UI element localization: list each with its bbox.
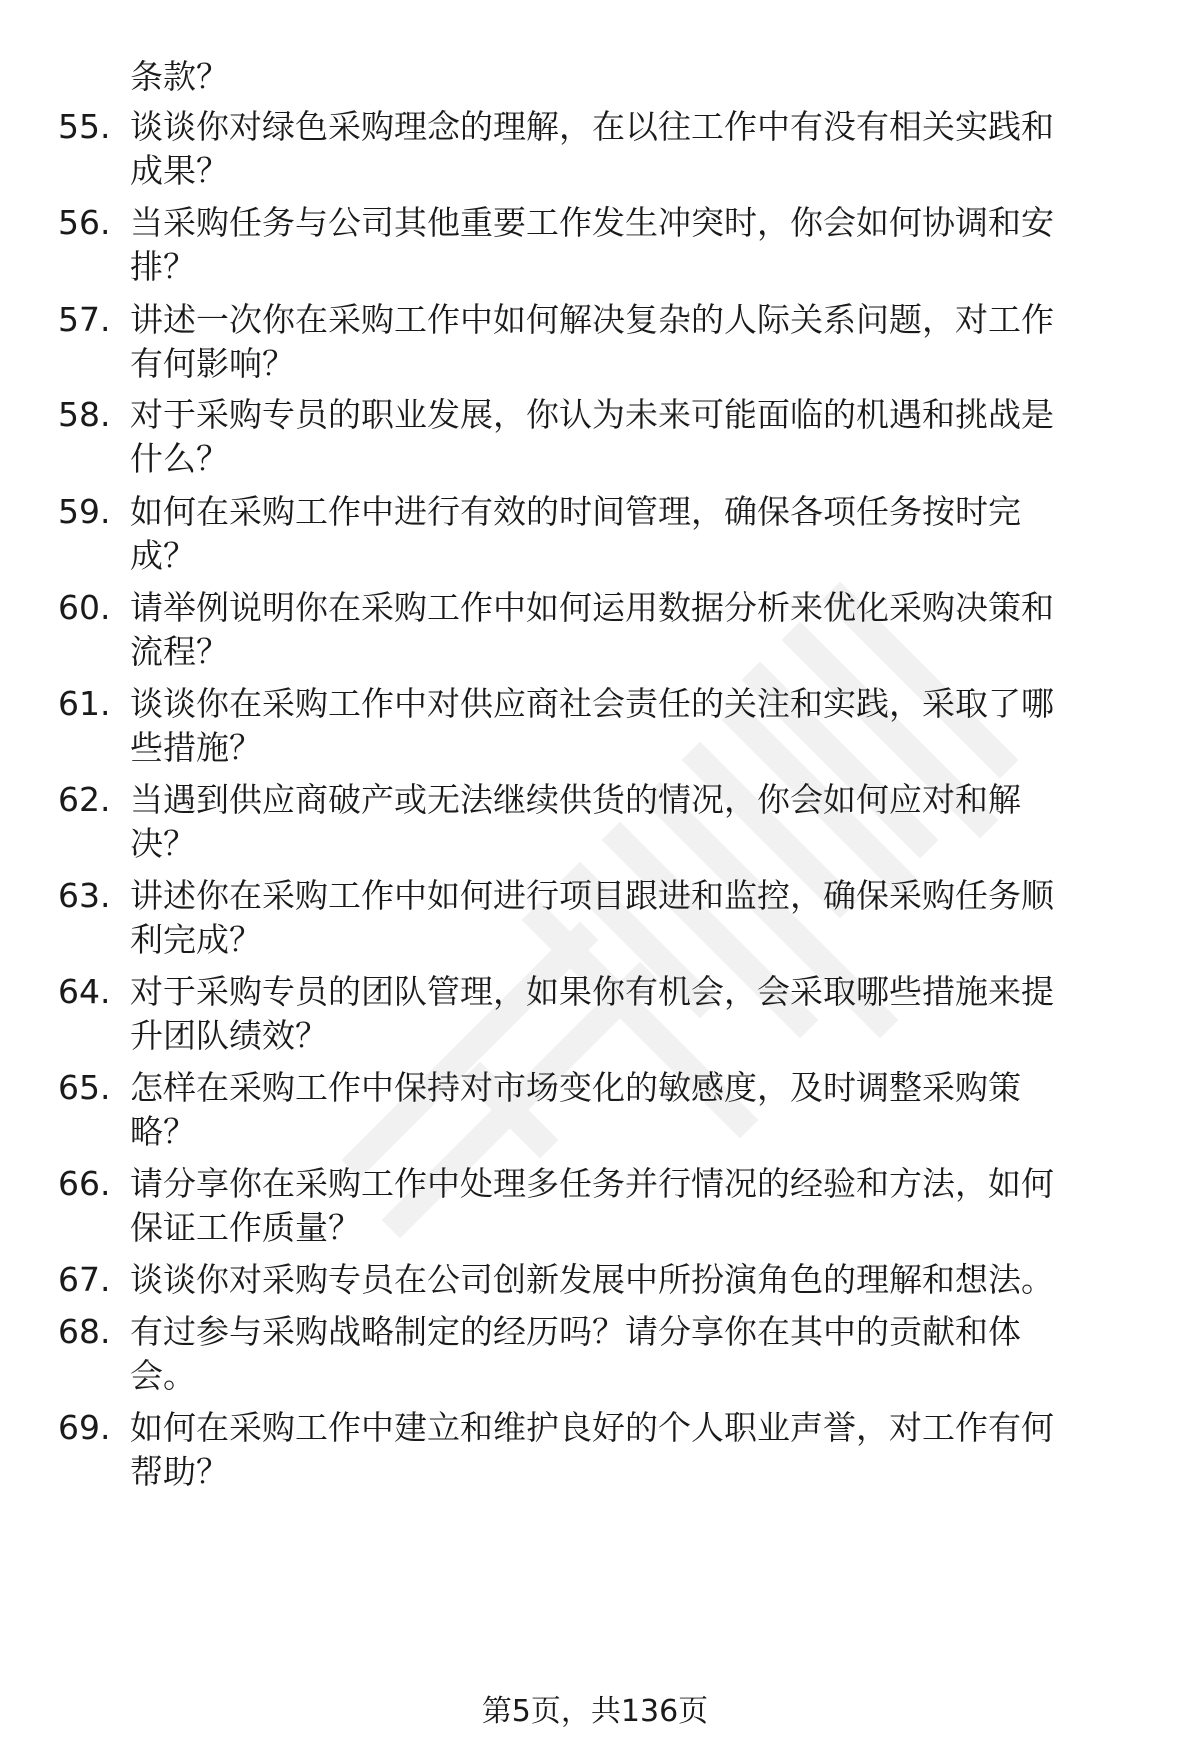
item-text-line2: 成？: [130, 536, 196, 575]
item-text-line2: 会。: [130, 1356, 196, 1395]
item-text-line2: 保证工作质量？: [130, 1208, 361, 1247]
list-item: [0, 874, 1190, 966]
item-text-line2: 决？: [130, 824, 196, 863]
item-text-line1: 讲述你在采购工作中如何进行项目跟进和监控，确保采购任务顺: [130, 876, 1054, 915]
list-item: [0, 682, 1190, 774]
item-text-line2: 什么？: [130, 439, 229, 478]
item-text-line2: 成果？: [130, 151, 229, 190]
list-item: [0, 586, 1190, 678]
item-text-line1: 请分享你在采购工作中处理多任务并行情况的经验和方法，如何: [130, 1164, 1054, 1203]
item-text-line1: 如何在采购工作中建立和维护良好的个人职业声誉，对工作有何: [130, 1408, 1054, 1447]
item-number: 62.: [58, 780, 111, 819]
list-item: [0, 778, 1190, 870]
item-text-line1: 对于采购专员的团队管理，如果你有机会，会采取哪些措施来提: [130, 972, 1054, 1011]
item-text-line1: 当采购任务与公司其他重要工作发生冲突时，你会如何协调和安: [130, 203, 1054, 242]
item-number: 57.: [58, 300, 111, 339]
item-number: 67.: [58, 1260, 111, 1299]
item-text-line2: 排？: [130, 247, 196, 286]
item-text-line1: 当遇到供应商破产或无法继续供货的情况，你会如何应对和解: [130, 780, 1021, 819]
item-number: 56.: [58, 203, 111, 242]
item-text-line1: 请举例说明你在采购工作中如何运用数据分析来优化采购决策和: [130, 588, 1054, 627]
list-item: [0, 1310, 1190, 1402]
item-text-line2: 流程？: [130, 632, 229, 671]
page-footer: 第5页，共136页: [481, 1694, 709, 1729]
item-text-line1: 有过参与采购战略制定的经历吗？请分享你在其中的贡献和体: [130, 1312, 1021, 1351]
item-text-line2: 些措施？: [130, 728, 262, 767]
item-number: 63.: [58, 876, 111, 915]
item-number: 64.: [58, 972, 111, 1011]
list-item: [0, 105, 1190, 197]
item-text-line1: 谈谈你对绿色采购理念的理解，在以往工作中有没有相关实践和: [130, 107, 1054, 146]
continued-text: 条款？: [130, 57, 229, 96]
item-text-line2: 有何影响？: [130, 344, 295, 383]
item-text-line1: 如何在采购工作中进行有效的时间管理，确保各项任务按时完: [130, 492, 1021, 531]
item-text-line2: 利完成？: [130, 920, 262, 959]
item-text-line1: 谈谈你对采购专员在公司创新发展中所扮演角色的理解和想法。: [130, 1260, 1054, 1299]
item-text-line1: 讲述一次你在采购工作中如何解决复杂的人际关系问题，对工作: [130, 300, 1054, 339]
item-number: 55.: [58, 107, 111, 146]
list-item: [0, 201, 1190, 293]
item-text-line2: 帮助？: [130, 1452, 229, 1491]
item-number: 60.: [58, 588, 111, 627]
item-number: 68.: [58, 1312, 111, 1351]
list-item: [0, 393, 1190, 485]
list-item: [0, 1066, 1190, 1158]
item-number: 66.: [58, 1164, 111, 1203]
item-number: 59.: [58, 492, 111, 531]
item-number: 69.: [58, 1408, 111, 1447]
item-text-line2: 略？: [130, 1112, 196, 1151]
item-number: 58.: [58, 395, 111, 434]
item-number: 65.: [58, 1068, 111, 1107]
list-item: [0, 1406, 1190, 1498]
list-item: [0, 490, 1190, 582]
item-text-line2: 升团队绩效？: [130, 1016, 328, 1055]
list-item: [0, 298, 1190, 390]
item-text-line1: 谈谈你在采购工作中对供应商社会责任的关注和实践，采取了哪: [130, 684, 1054, 723]
list-item: [0, 970, 1190, 1062]
list-item: [0, 1162, 1190, 1254]
item-text-line1: 对于采购专员的职业发展，你认为未来可能面临的机遇和挑战是: [130, 395, 1054, 434]
item-number: 61.: [58, 684, 111, 723]
item-text-line1: 怎样在采购工作中保持对市场变化的敏感度，及时调整采购策: [130, 1068, 1021, 1107]
